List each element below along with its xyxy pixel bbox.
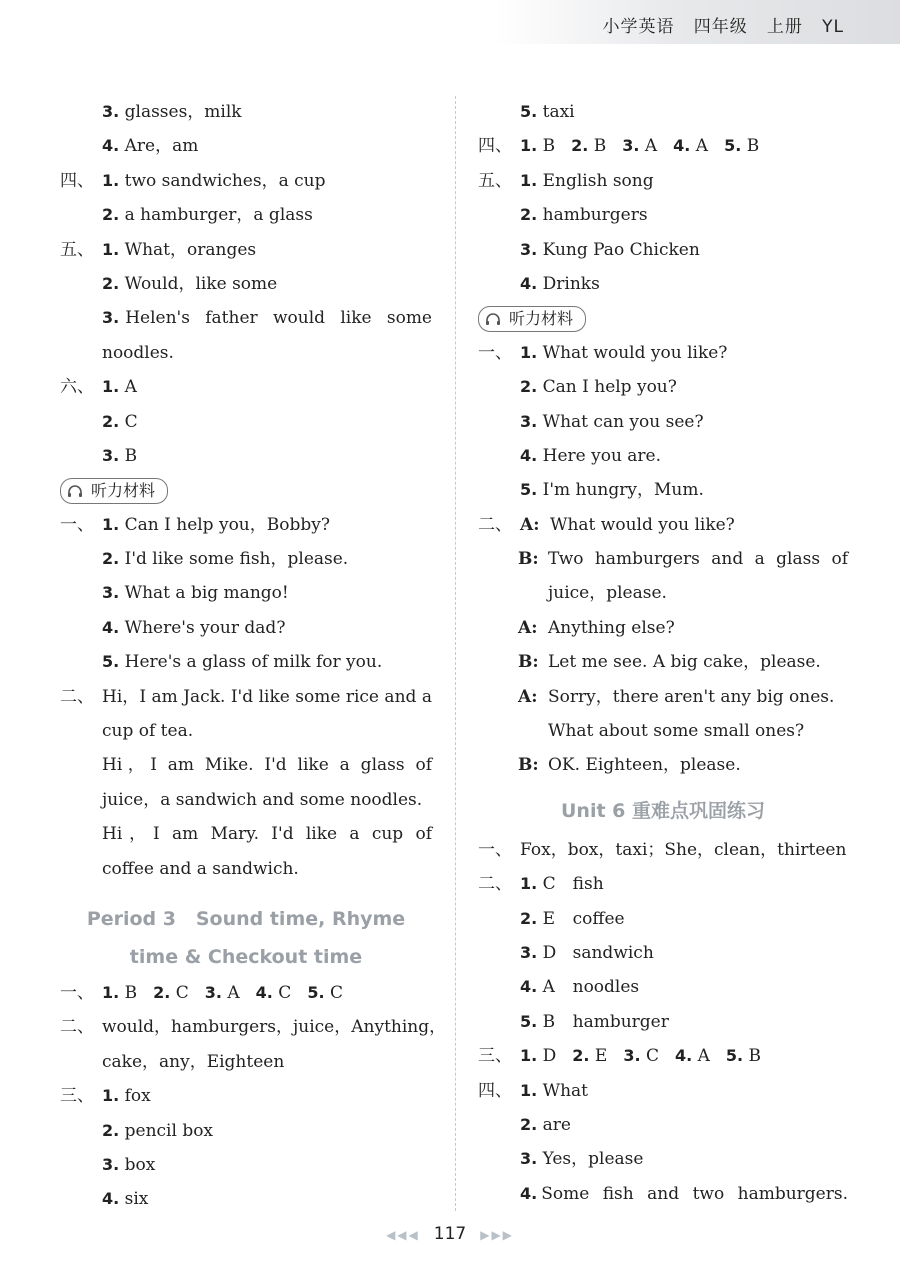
answer-line: 5. taxi — [520, 102, 575, 122]
script-line: 一、 1. What would you like? — [478, 342, 728, 363]
dialogue-line: B: Let me see. A big cake，please. — [518, 652, 821, 673]
answer-line: 3. B — [102, 445, 138, 466]
answer-line: 五、 1. English song — [478, 170, 654, 191]
page-number: 117 — [433, 1224, 467, 1244]
page-footer — [0, 1224, 900, 1244]
listening-material-section — [60, 473, 432, 507]
answer-line: 2. hamburgers — [520, 205, 648, 226]
answer-line: 5. B hamburger — [520, 1011, 669, 1032]
dialogue-line: B: OK. Eighteen，please. — [518, 755, 741, 776]
headphones-icon — [485, 312, 501, 326]
answer-line: 二、 1. C fish — [478, 874, 604, 895]
answer-line: 4. Drinks — [520, 273, 600, 294]
answer-line: 一、 Fox，box，taxi；She，clean，thirteen — [478, 839, 847, 860]
answer-line: 四、 1. two sandwiches，a cup — [60, 170, 326, 191]
answer-line: 3. D sandwich — [520, 942, 654, 963]
answer-line: 4. Some fish and two hamburgers. — [520, 1183, 848, 1204]
column-divider — [455, 96, 456, 1211]
script-line: 3. What a big mango! — [102, 583, 289, 604]
answer-line: 3. Helen's father would like some — [102, 308, 432, 329]
answer-line: 五、 1. What，oranges — [60, 239, 257, 260]
answer-line: 一、 1. B 2. C 3. A 4. C 5. C — [60, 982, 343, 1003]
answer-line: 3. box — [102, 1154, 156, 1175]
dialogue-line: 二、 A: What would you like? — [478, 514, 735, 535]
script-line: 2. I'd like some fish，please. — [102, 549, 349, 570]
dialogue-line: A: Anything else? — [518, 617, 675, 638]
answer-line: 3. glasses，milk — [102, 102, 242, 122]
listening-material-label: 听力材料 — [478, 306, 586, 332]
answer-line: 2. pencil box — [102, 1120, 214, 1141]
script-line: 5. Here's a glass of milk for you. — [102, 652, 383, 673]
period-title-line-1: Period 3 Sound time, Rhyme — [86, 907, 406, 930]
dialogue-line: What about some small ones? — [548, 721, 805, 742]
answer-line: cake，any，Eighteen — [102, 1051, 285, 1072]
answer-line: 三、 1. fox — [60, 1086, 151, 1107]
answer-line: 二、 would，hamburgers，juice，Anything， — [60, 1017, 447, 1038]
script-line: cup of tea. — [102, 721, 194, 742]
script-line: Hi，I am Mike. I'd like a glass of — [102, 755, 432, 776]
answer-line: 三、 1. D 2. E 3. C 4. A 5. B — [478, 1046, 761, 1067]
answer-line: 4. Are，am — [102, 136, 199, 157]
script-line: 2. Can I help you? — [520, 377, 677, 398]
script-line: 4. Where's your dad? — [102, 617, 286, 638]
unit-title: Unit 6 重难点巩固练习 — [561, 799, 765, 822]
script-line: 一、 1. Can I help you，Bobby? — [60, 514, 330, 535]
dialogue-line: A: Sorry，there aren't any big ones. — [518, 686, 835, 707]
answer-line: 2. C — [102, 411, 138, 432]
answer-line: 四、 1. B 2. B 3. A 4. A 5. B — [478, 136, 760, 157]
answer-line: 3. Yes，please — [520, 1149, 644, 1170]
script-line: 4. Here you are. — [520, 445, 662, 466]
right-column — [478, 95, 848, 1211]
next-arrows-icon: ▶▶▶ — [480, 1228, 514, 1242]
period-title-line-2: time & Checkout time — [129, 945, 363, 968]
answer-line: 2. E coffee — [520, 908, 625, 929]
answer-line: 四、 1. What — [478, 1080, 589, 1101]
answer-line: 4. six — [102, 1189, 149, 1210]
answer-line: 2. Would，like some — [102, 273, 278, 294]
script-line: 5. I'm hungry，Mum. — [520, 480, 704, 501]
listening-material-label: 听力材料 — [60, 478, 168, 504]
script-line: coffee and a sandwich. — [102, 858, 299, 879]
answer-line: 2. are — [520, 1114, 571, 1135]
header-title: 小学英语 四年级 上册 YL — [602, 17, 844, 37]
dialogue-line: juice，please. — [548, 583, 667, 604]
answer-line: 3. Kung Pao Chicken — [520, 239, 700, 260]
script-line: juice，a sandwich and some noodles. — [102, 789, 423, 810]
prev-arrows-icon: ◀◀◀ — [386, 1228, 420, 1242]
answer-line: 2. a hamburger，a glass — [102, 205, 313, 226]
answer-line: 六、 1. A — [60, 377, 137, 398]
answer-line: noodles. — [102, 342, 174, 363]
script-line: 3. What can you see? — [520, 411, 704, 432]
headphones-icon — [67, 484, 83, 498]
listening-material-section — [478, 301, 848, 335]
left-column — [60, 95, 447, 1217]
script-line: Hi，I am Mary. I'd like a cup of — [102, 824, 432, 845]
dialogue-line: B: Two hamburgers and a glass of — [518, 549, 848, 570]
script-line: 二、 Hi，I am Jack. I'd like some rice and a — [60, 686, 432, 707]
answer-line: 4. A noodles — [520, 977, 640, 998]
